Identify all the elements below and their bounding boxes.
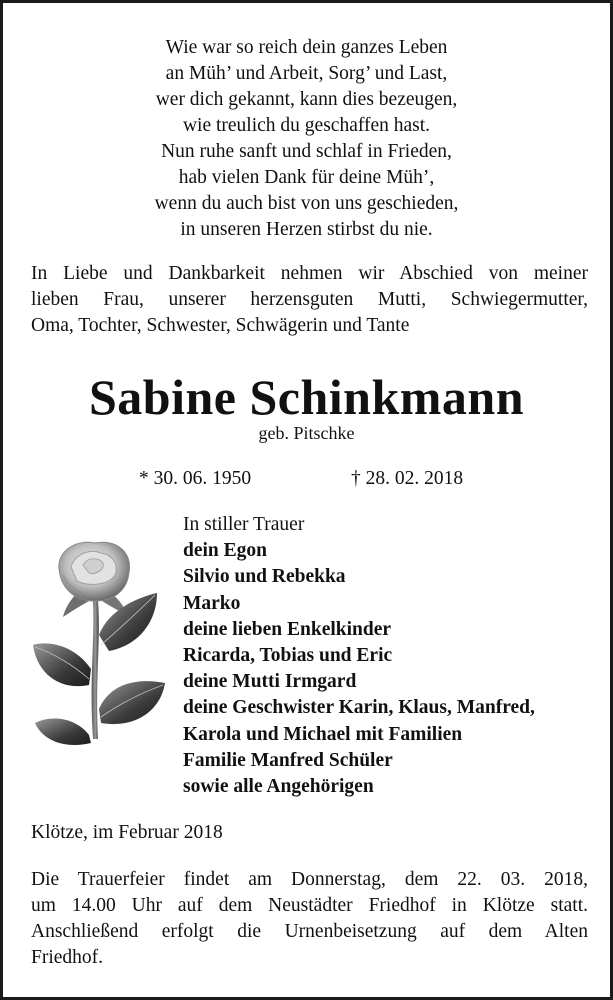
poem-line: in unseren Herzen stirbst du nie.	[180, 219, 433, 240]
mourner-line: dein Egon	[183, 540, 267, 562]
birth-date: * 30. 06. 1950	[139, 468, 252, 489]
funeral-info	[31, 867, 588, 971]
intro-line: Oma, Tochter, Schwester, Schwägerin und Tante	[31, 315, 410, 336]
funeral-line: Die Trauerfeier findet am Donnerstag, dem 22. 03. 2018,	[31, 869, 588, 890]
death-date: † 28. 02. 2018	[351, 468, 464, 489]
deceased-name: Sabine Schinkmann	[88, 369, 525, 425]
poem-line: wenn du auch bist von uns geschieden,	[154, 193, 459, 214]
mourner-line: deine lieben Enkelkinder	[183, 618, 392, 640]
poem-line: wie treulich du geschaffen hast.	[182, 115, 431, 136]
mourner-line: deine Mutti Irmgard	[183, 671, 357, 693]
poem-line: hab vielen Dank für deine Müh’,	[178, 167, 435, 188]
intro-line: lieben Frau, unserer herzensguten Mutti, Schwiegermutter,	[31, 289, 588, 310]
mourner-line: Karola und Michael mit Familien	[183, 723, 463, 745]
mourner-line: Silvio und Rebekka	[183, 566, 346, 588]
place-date: Klötze, im Februar 2018	[31, 822, 223, 843]
intro-line: In Liebe und Dankbarkeit nehmen wir Abschied von meiner	[31, 263, 588, 284]
funeral-line: Anschließend erfolgt die Urnenbeisetzung auf dem Alten	[31, 921, 588, 942]
poem	[3, 35, 610, 243]
funeral-line: um 14.00 Uhr auf dem Neustädter Friedhof in Klötze statt.	[31, 895, 588, 916]
funeral-line: Friedhof.	[31, 947, 104, 968]
mourners-heading: In stiller Trauer	[183, 514, 305, 535]
rose-icon	[29, 539, 169, 749]
intro-text	[31, 261, 588, 339]
mourner-line: sowie alle Angehörigen	[183, 776, 374, 798]
mourners-list	[183, 512, 535, 800]
poem-line: Wie war so reich dein ganzes Leben	[165, 37, 448, 58]
poem-line: wer dich gekannt, kann dies bezeugen,	[155, 89, 458, 110]
mourner-line: Marko	[183, 592, 241, 614]
mourner-line: Familie Manfred Schüler	[183, 749, 393, 771]
poem-line: Nun ruhe sanft und schlaf in Frieden,	[161, 141, 452, 162]
mourner-line: Ricarda, Tobias und Eric	[183, 645, 393, 667]
mourner-line: deine Geschwister Karin, Klaus, Manfred,	[183, 697, 535, 719]
poem-line: an Müh’ und Arbeit, Sorg’ und Last,	[165, 63, 448, 84]
born-name: geb. Pitschke	[258, 423, 355, 443]
